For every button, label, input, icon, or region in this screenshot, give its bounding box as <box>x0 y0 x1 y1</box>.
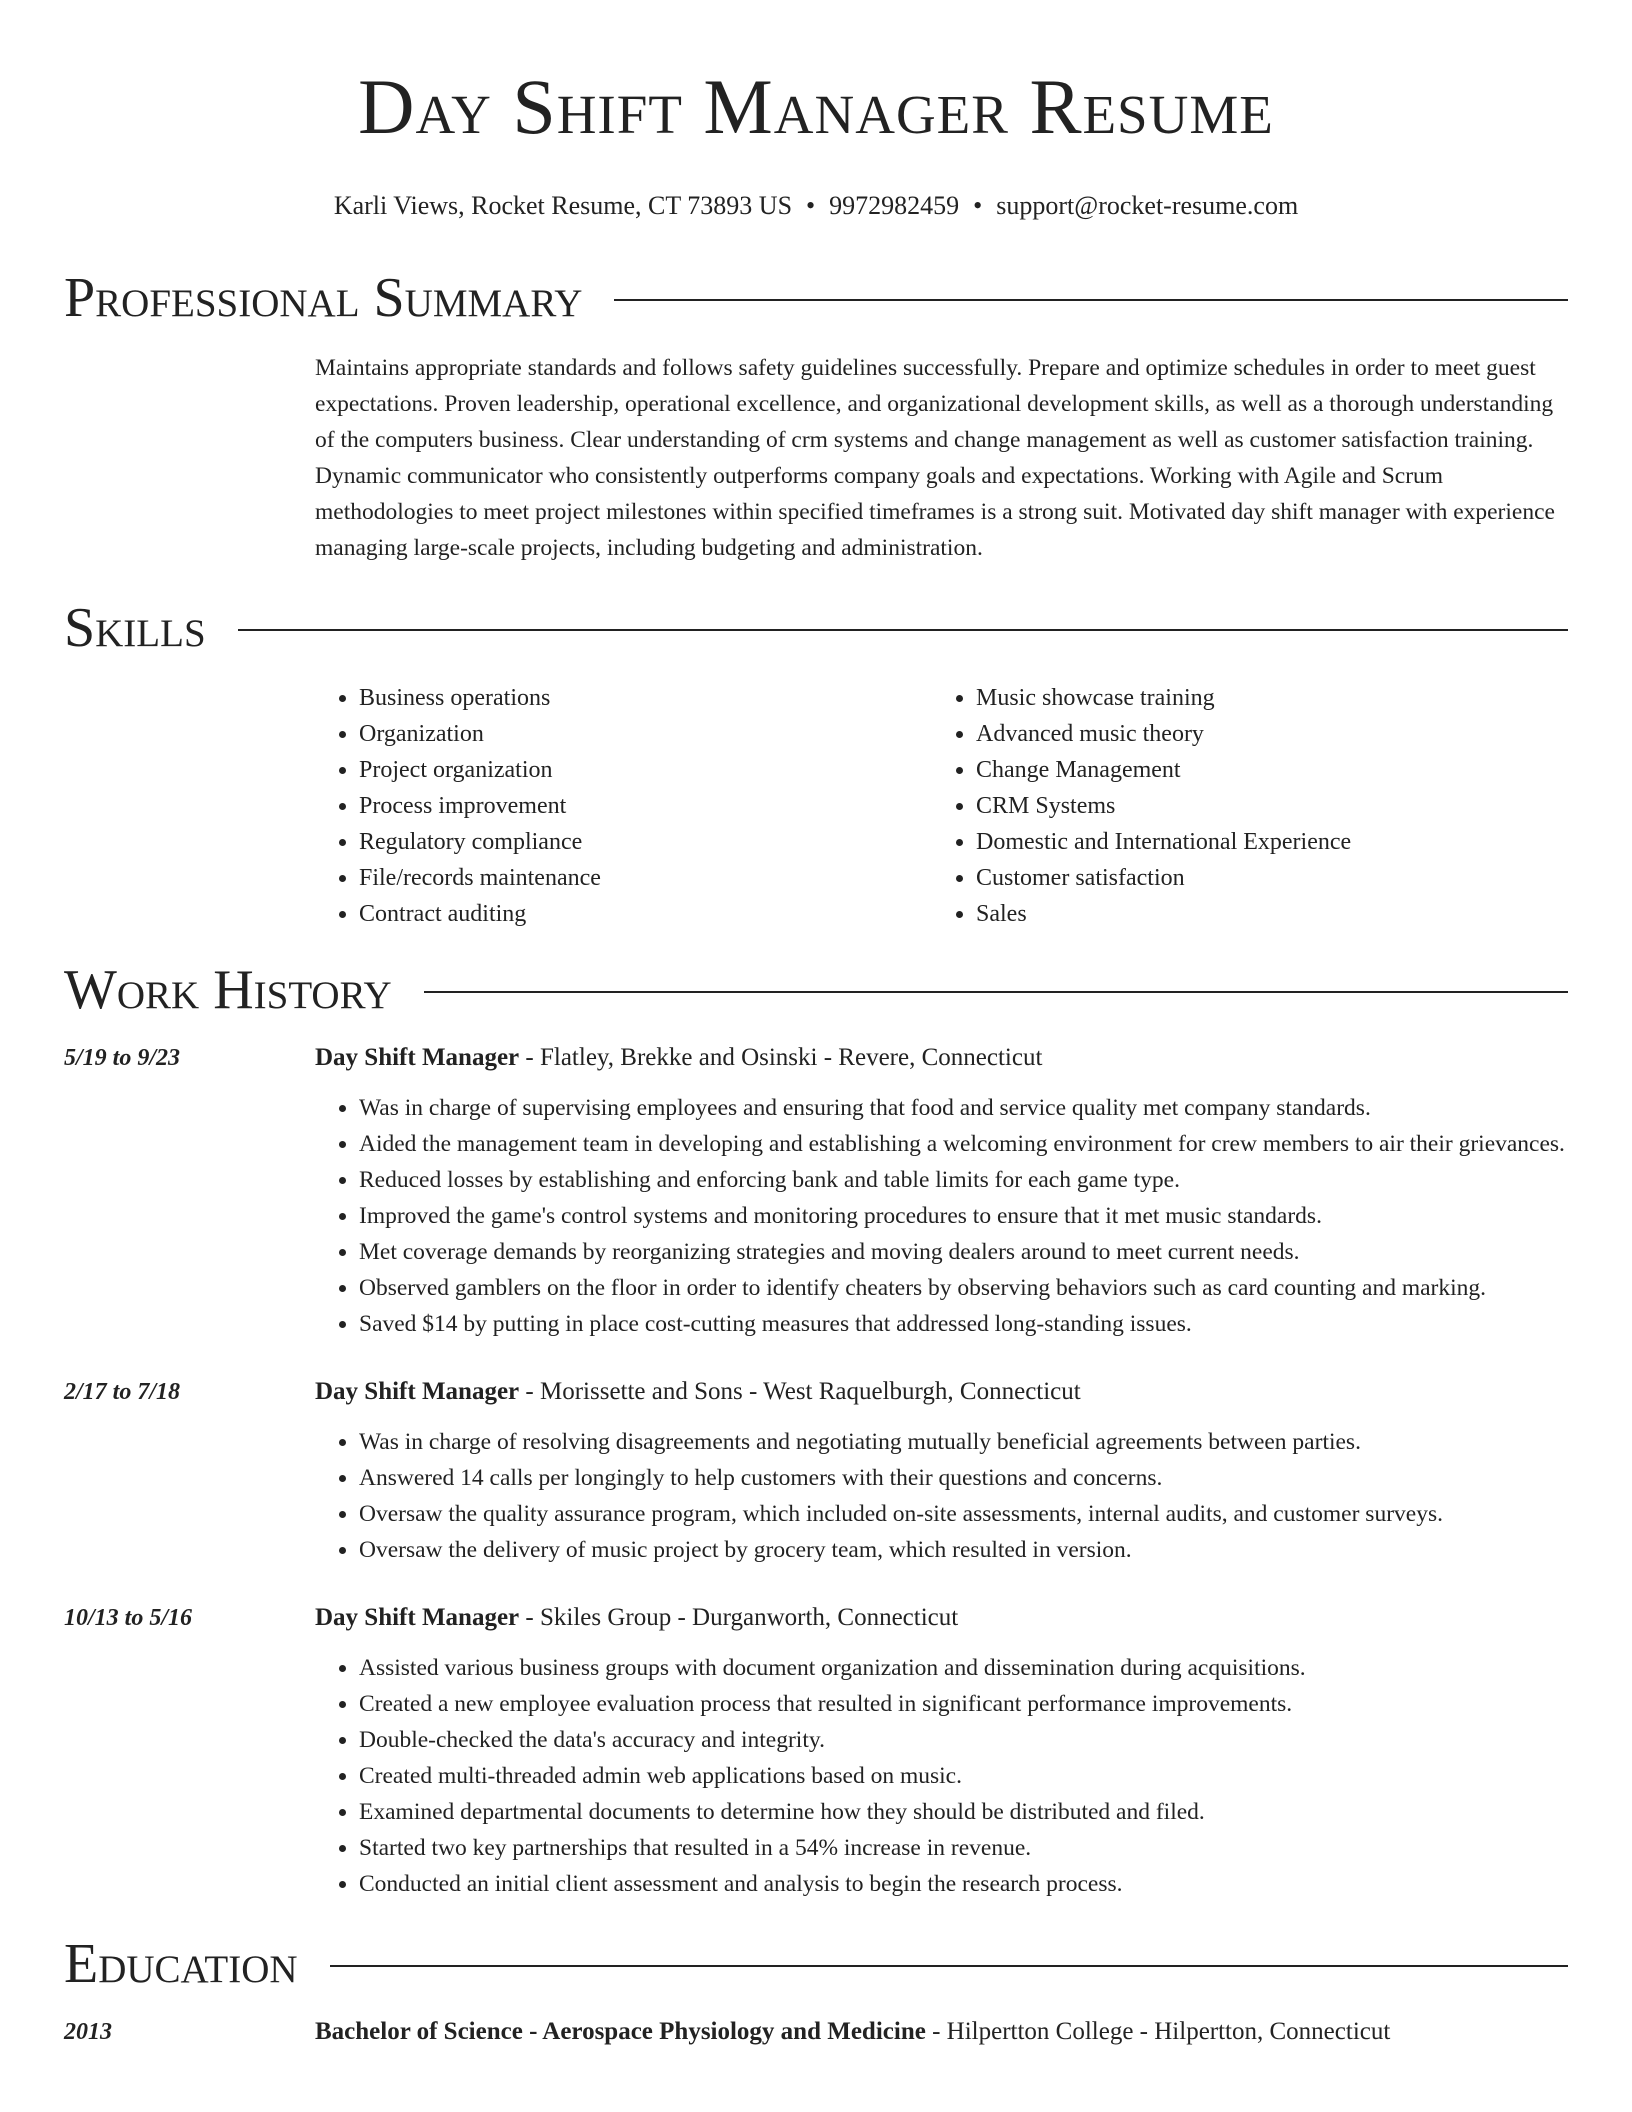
skills-list-left <box>315 680 932 932</box>
education-heading: Education <box>64 1933 298 1995</box>
skill-item: • Process improvement <box>359 788 932 824</box>
job-bullets <box>315 1090 1568 1342</box>
section-divider <box>614 299 1568 301</box>
skill-item: • Advanced music theory <box>976 716 1568 752</box>
education-section-header <box>64 1932 1568 1996</box>
job-bullet: • Improved the game's control systems and monitoring procedures to ensure that it met music standards. <box>359 1198 1568 1234</box>
skills-list-right <box>932 680 1568 932</box>
job-bullet: • Oversaw the delivery of music project by grocery team, which resulted in version. <box>359 1532 1568 1568</box>
job-bullet: • Created a new employee evaluation process that resulted in significant performance improvements. <box>359 1686 1568 1722</box>
skill-item: • Regulatory compliance <box>359 824 932 860</box>
contact-phone: 9972982459 <box>829 191 960 220</box>
job-bullets <box>315 1650 1568 1902</box>
section-divider <box>330 1965 1568 1967</box>
job-bullet: • Oversaw the quality assurance program, which included on-site assessments, internal audits, and customer surveys. <box>359 1496 1568 1532</box>
contact-separator: • <box>973 191 983 220</box>
job-bullet: • Conducted an initial client assessment and analysis to begin the research process. <box>359 1866 1568 1902</box>
contact-email: support@rocket-resume.com <box>996 191 1299 220</box>
job-title: Day Shift Manager <box>315 1044 520 1071</box>
job-body <box>315 1374 1568 1568</box>
job-bullet: • Reduced losses by establishing and enforcing bank and table limits for each game type. <box>359 1162 1568 1198</box>
job-bullet: • Saved $14 by putting in place cost-cutting measures that addressed long-standing issues. <box>359 1306 1568 1342</box>
skill-item: • Business operations <box>359 680 932 716</box>
work-section-header <box>64 958 1568 1022</box>
work-heading: Work History <box>64 959 392 1021</box>
job-title: Day Shift Manager <box>315 1604 520 1631</box>
job-header <box>315 1040 1568 1076</box>
education-date: 2013 <box>64 2019 112 2045</box>
skill-item: • Change Management <box>976 752 1568 788</box>
job-title: Day Shift Manager <box>315 1378 520 1405</box>
job-entry <box>64 1374 1568 1568</box>
resume-page <box>64 0 1568 2050</box>
summary-text: Maintains appropriate standards and follows safety guidelines successfully. Prepare and optimize schedules in order to meet guest expectations. Proven leadership, operational excellence, and organizational development skills, as well as a thorough understanding of the computers business. Clear understanding of crm systems and change management as well as customer satisfaction training. Dynamic communicator who consistently outperforms company goals and expectations. Working with Agile and Scrum methodologies to meet project milestones within specified timeframes is a strong suit. Motivated day shift manager with experience managing large-scale projects, including budgeting and administration. <box>315 355 1555 561</box>
job-entry <box>64 1600 1568 1902</box>
job-bullet: • Met coverage demands by reorganizing strategies and moving dealers around to meet current needs. <box>359 1234 1568 1270</box>
job-date: 5/19 to 9/23 <box>64 1045 181 1071</box>
job-details: - Skiles Group - Durganworth, Connecticut <box>519 1604 959 1631</box>
job-body <box>315 1600 1568 1902</box>
job-bullet: • Assisted various business groups with document organization and dissemination during acquisitions. <box>359 1650 1568 1686</box>
skill-item: • Project organization <box>359 752 932 788</box>
skill-item: • Music showcase training <box>976 680 1568 716</box>
skill-item: • Sales <box>976 896 1568 932</box>
summary-heading: Professional Summary <box>64 267 583 329</box>
job-details: - Flatley, Brekke and Osinski - Revere, Connecticut <box>519 1044 1043 1071</box>
skill-item: • Contract auditing <box>359 896 932 932</box>
job-bullet: • Started two key partnerships that resulted in a 54% increase in revenue. <box>359 1830 1568 1866</box>
job-bullet: • Double-checked the data's accuracy and integrity. <box>359 1722 1568 1758</box>
job-bullet: • Observed gamblers on the floor in order to identify cheaters by observing behaviors such as card counting and marking. <box>359 1270 1568 1306</box>
job-bullet: • Created multi-threaded admin web applications based on music. <box>359 1758 1568 1794</box>
job-bullets <box>315 1424 1568 1568</box>
skills-heading: Skills <box>64 597 206 659</box>
education-details-line <box>315 2014 1568 2050</box>
page-title: Day Shift Manager Resume <box>358 63 1274 150</box>
job-bullet: • Examined departmental documents to determine how they should be distributed and filed. <box>359 1794 1568 1830</box>
job-body <box>315 1040 1568 1342</box>
contact-line <box>64 190 1568 222</box>
job-header <box>315 1600 1568 1636</box>
job-bullet: • Aided the management team in developing and establishing a welcoming environment for crew members to air their grievances. <box>359 1126 1568 1162</box>
skill-item: • Domestic and International Experience <box>976 824 1568 860</box>
section-divider <box>424 991 1568 993</box>
education-details: - Hilpertton College - Hilpertton, Connecticut <box>925 2018 1391 2045</box>
job-entry <box>64 1040 1568 1342</box>
education-entry <box>64 2014 1568 2050</box>
job-bullet: • Was in charge of supervising employees and ensuring that food and service quality met company standards. <box>359 1090 1568 1126</box>
job-date: 10/13 to 5/16 <box>64 1605 193 1631</box>
skill-item: • Organization <box>359 716 932 752</box>
job-details: - Morissette and Sons - West Raquelburgh, Connecticut <box>519 1378 1081 1405</box>
skills-columns <box>315 680 1568 932</box>
contact-address: Karli Views, Rocket Resume, CT 73893 US <box>333 191 793 220</box>
skill-item: • CRM Systems <box>976 788 1568 824</box>
skills-section-header <box>64 596 1568 660</box>
section-divider <box>238 629 1568 631</box>
education-degree: Bachelor of Science - Aerospace Physiology and Medicine <box>315 2018 926 2045</box>
job-date: 2/17 to 7/18 <box>64 1379 181 1405</box>
skill-item: • File/records maintenance <box>359 860 932 896</box>
skill-item: • Customer satisfaction <box>976 860 1568 896</box>
summary-section-header <box>64 266 1568 330</box>
job-bullet: • Was in charge of resolving disagreements and negotiating mutually beneficial agreements between parties. <box>359 1424 1568 1460</box>
contact-separator: • <box>806 191 816 220</box>
job-bullet: • Answered 14 calls per longingly to help customers with their questions and concerns. <box>359 1460 1568 1496</box>
job-header <box>315 1374 1568 1410</box>
